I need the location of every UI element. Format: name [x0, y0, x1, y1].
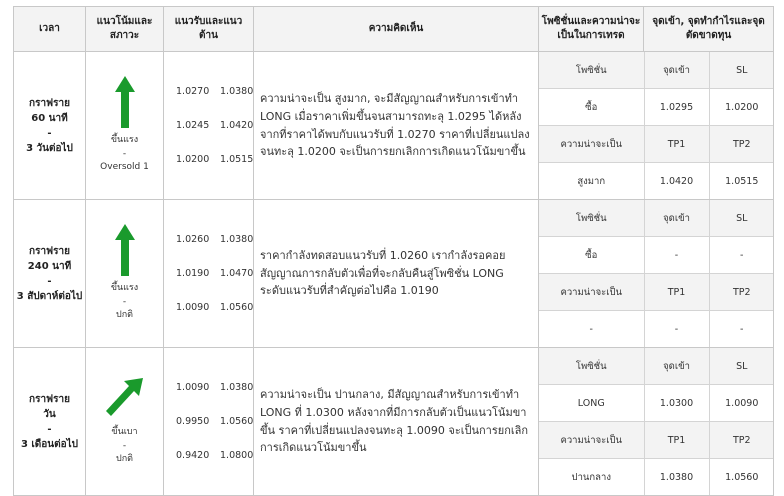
- tp1-value: -: [644, 311, 709, 348]
- trend-label: ขึ้นแรง: [110, 134, 139, 145]
- trend-cell: [86, 348, 164, 496]
- sl-label: SL: [709, 52, 774, 89]
- resistance-value: 1.0470: [220, 267, 254, 279]
- comment-cell: ความน่าจะเป็น ปานกลาง, มีสัญญาณสำหรับการเข้าทำ LONG ที่ 1.0300 หลังจากที่มีการกลับตัวเป็นแนวโน้มขาขึ้น ราคาที่เปลี่ยนแปลงจนทะลุ 1.0090 จะเป็นการยกเลิกการเกิดแนวโน้มขาขึ้น: [254, 348, 539, 496]
- sr-row: [176, 371, 252, 405]
- sr-row: [176, 439, 252, 473]
- trend-cell: [86, 200, 164, 348]
- support-resistance-cell: [164, 200, 254, 348]
- position-label: โพซิชั่น: [539, 52, 644, 89]
- tp2-value: 1.0515: [709, 163, 774, 200]
- sr-row: [176, 257, 252, 291]
- period-line: กราฟราย: [29, 97, 70, 109]
- header-position: โพซิชั่นและความน่าจะเป็นในการเทรด: [539, 7, 644, 52]
- up-arrow-icon: [115, 224, 135, 276]
- period-cell: [14, 348, 86, 496]
- resistance-value: 1.0560: [220, 415, 254, 427]
- support-resistance-cell: [164, 348, 254, 496]
- support-value: 1.0200: [176, 153, 210, 165]
- tp1-value: 1.0380: [644, 459, 709, 496]
- entry-label: จุดเข้า: [644, 52, 709, 89]
- trend-separator: -: [122, 440, 127, 451]
- trend-label: ขึ้นแรง: [110, 282, 139, 293]
- trend-separator: -: [122, 296, 127, 307]
- probability-value: ปานกลาง: [539, 459, 644, 496]
- header-comment: ความคิดเห็น: [254, 7, 539, 52]
- entry-value: 1.0300: [644, 385, 709, 422]
- position-value: LONG: [539, 385, 644, 422]
- resistance-value: 1.0380: [220, 381, 254, 393]
- trend-separator: -: [122, 148, 127, 159]
- position-value: ซื้อ: [539, 89, 644, 126]
- table-row: [14, 52, 774, 200]
- up-right-arrow-icon: [105, 376, 145, 420]
- entry-label: จุดเข้า: [644, 200, 709, 237]
- table-row: [14, 200, 774, 348]
- period-line: 3 เดือนต่อไป: [20, 438, 79, 450]
- resistance-value: 1.0560: [220, 301, 254, 313]
- probability-value: สูงมาก: [539, 163, 644, 200]
- tp1-label: TP1: [644, 422, 709, 459]
- sr-row: [176, 405, 252, 439]
- tp2-label: TP2: [709, 422, 774, 459]
- resistance-value: 1.0380: [220, 85, 254, 97]
- entry-value: 1.0295: [644, 89, 709, 126]
- resistance-value: 1.0380: [220, 233, 254, 245]
- tp1-label: TP1: [644, 126, 709, 163]
- period-separator: -: [47, 275, 52, 287]
- tp2-label: TP2: [709, 126, 774, 163]
- support-value: 1.0090: [176, 381, 210, 393]
- comment-cell: ความน่าจะเป็น สูงมาก, จะมีสัญญาณสำหรับการเข้าทำ LONG เมื่อราคาเพิ่มขึ้นจนสามารถทะลุ 1.0295 ได้หลังจากที่ราคาได้พบกับแนวรับที่ 1.0270 ราคาที่เปลี่ยนแปลงจนทะลุ 1.0200 จะเป็นการยกเลิกการเกิดแนวโน้มขาขึ้น: [254, 52, 539, 200]
- support-value: 0.9950: [176, 415, 210, 427]
- support-value: 1.0190: [176, 267, 210, 279]
- sl-value: 1.0090: [709, 385, 774, 422]
- support-value: 0.9420: [176, 449, 210, 461]
- support-value: 1.0260: [176, 233, 210, 245]
- trend-label: ขึ้นเบา: [111, 426, 138, 437]
- levels-cell: [539, 52, 774, 200]
- period-separator: -: [47, 127, 52, 139]
- tp2-label: TP2: [709, 274, 774, 311]
- support-value: 1.0270: [176, 85, 210, 97]
- tp2-value: -: [709, 311, 774, 348]
- comment-cell: ราคากำลังทดสอบแนวรับที่ 1.0260 เรากำลังรอคอยสัญญาณการกลับตัวเพื่อที่จะกลับคืนสู่โพซิชั่น LONG ระดับแนวรับที่สำคัญต่อไปคือ 1.0190: [254, 200, 539, 348]
- tp2-value: 1.0560: [709, 459, 774, 496]
- sr-row: [176, 143, 252, 177]
- period-separator: -: [47, 423, 52, 435]
- period-line: 3 สัปดาห์ต่อไป: [16, 290, 83, 302]
- period-cell: [14, 200, 86, 348]
- sl-value: -: [709, 237, 774, 274]
- condition-label: Oversold 1: [100, 162, 149, 173]
- sl-label: SL: [709, 348, 774, 385]
- support-value: 1.0245: [176, 119, 210, 131]
- support-resistance-cell: [164, 52, 254, 200]
- levels-cell: [539, 200, 774, 348]
- position-label: โพซิชั่น: [539, 348, 644, 385]
- sr-row: [176, 223, 252, 257]
- entry-label: จุดเข้า: [644, 348, 709, 385]
- tp1-value: 1.0420: [644, 163, 709, 200]
- trend-cell: [86, 52, 164, 200]
- resistance-value: 1.0800: [220, 449, 254, 461]
- levels-cell: [539, 348, 774, 496]
- probability-label: ความน่าจะเป็น: [539, 422, 644, 459]
- resistance-value: 1.0515: [220, 153, 254, 165]
- period-line: 60 นาที: [31, 112, 68, 124]
- position-label: โพซิชั่น: [539, 200, 644, 237]
- levels-table: [539, 52, 774, 199]
- probability-label: ความน่าจะเป็น: [539, 126, 644, 163]
- resistance-value: 1.0420: [220, 119, 254, 131]
- forecast-table: [13, 6, 774, 496]
- sl-value: 1.0200: [709, 89, 774, 126]
- forecast-table-container: [13, 6, 773, 496]
- header-trend: แนวโน้มและสภาวะ: [86, 7, 164, 52]
- sr-row: [176, 109, 252, 143]
- table-row: [14, 348, 774, 496]
- sl-label: SL: [709, 200, 774, 237]
- header-row: [14, 7, 774, 52]
- tp1-label: TP1: [644, 274, 709, 311]
- period-cell: [14, 52, 86, 200]
- levels-table: [539, 348, 774, 495]
- up-arrow-icon: [115, 76, 135, 128]
- header-period: เวลา: [14, 7, 86, 52]
- probability-label: ความน่าจะเป็น: [539, 274, 644, 311]
- period-line: กราฟราย: [29, 245, 70, 257]
- period-line: วัน: [43, 408, 56, 420]
- period-line: 240 นาที: [27, 260, 72, 272]
- entry-value: -: [644, 237, 709, 274]
- position-value: ซื้อ: [539, 237, 644, 274]
- condition-label: ปกติ: [115, 454, 133, 465]
- probability-value: -: [539, 311, 644, 348]
- sr-row: [176, 291, 252, 325]
- sr-row: [176, 75, 252, 109]
- levels-table: [539, 200, 774, 347]
- header-support-resistance: แนวรับและแนวต้าน: [164, 7, 254, 52]
- period-line: 3 วันต่อไป: [26, 142, 73, 154]
- period-line: กราฟราย: [29, 393, 70, 405]
- support-value: 1.0090: [176, 301, 210, 313]
- header-levels: จุดเข้า, จุดทำกำไรและจุดตัดขาดทุน: [644, 7, 774, 52]
- condition-label: ปกติ: [115, 310, 133, 321]
